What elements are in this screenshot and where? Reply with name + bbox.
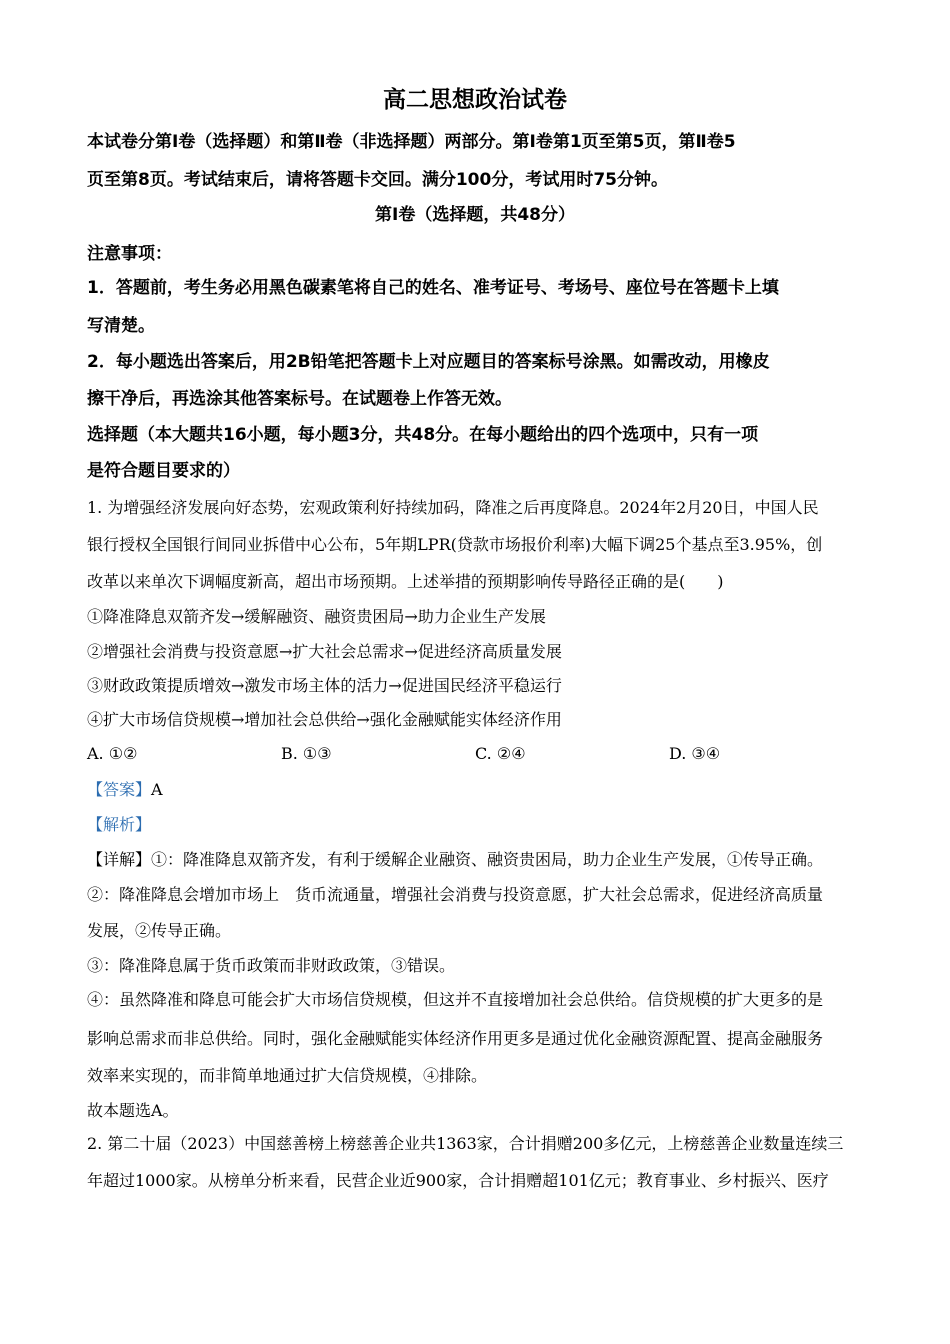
detail-line: 故本题选A。 — [87, 1101, 179, 1120]
detail-line: ②：降准降息会增加市场上 货币流通量，增强社会消费与投资意愿，扩大社会总需求，促进经济高质量 — [87, 885, 824, 904]
question-stem: 改革以来单次下调幅度新高，超出市场预期。上述举措的预期影响传导路径正确的是( ) — [87, 572, 724, 591]
answer-tag: 【答案】 — [87, 780, 152, 799]
option-b: B. ①③ — [281, 744, 332, 763]
question-item: ③财政政策提质增效→激发市场主体的活力→促进国民经济平稳运行 — [87, 676, 562, 695]
question-item: ②增强社会消费与投资意愿→扩大社会总需求→促进经济高质量发展 — [87, 642, 562, 661]
choice-section-heading: 是符合题目要求的） — [87, 461, 240, 481]
notice-line: 写清楚。 — [87, 316, 155, 336]
intro-line: 页至第8页。考试结束后，请将答题卡交回。满分100分，考试用时75分钟。 — [87, 170, 668, 190]
notice-line: 2．每小题选出答案后，用2B铅笔把答题卡上对应题目的答案标号涂黑。如需改动，用橡皮 — [87, 352, 770, 372]
section-title: 第Ⅰ卷（选择题，共48分） — [375, 205, 575, 225]
choice-section-heading: 选择题（本大题共16小题，每小题3分，共48分。在每小题给出的四个选项中，只有一项 — [87, 425, 759, 445]
analysis-tag: 【解析】 — [87, 815, 152, 834]
option-a: A. ①② — [87, 744, 138, 763]
question-item: ①降准降息双箭齐发→缓解融资、融资贵困局→助力企业生产发展 — [87, 607, 546, 626]
notice-line: 1．答题前，考生务必用黑色碳素笔将自己的姓名、准考证号、考场号、座位号在答题卡上填 — [87, 278, 779, 298]
question-stem: 银行授权全国银行间同业拆借中心公布，5年期LPR(贷款市场报价利率)大幅下调25个基点至3.95%，创 — [87, 535, 823, 554]
answer-options — [87, 744, 867, 766]
analysis-line — [87, 815, 151, 835]
detail-line: 影响总需求而非总供给。同时，强化金融赋能实体经济作用更多是通过优化金融资源配置、提高金融服务 — [87, 1029, 824, 1048]
page-title: 高二思想政治试卷 — [383, 87, 567, 113]
detail-line: ③：降准降息属于货币政策而非财政政策，③错误。 — [87, 956, 456, 975]
detail-line: ④：虽然降准和降息可能会扩大市场信贷规模，但这并不直接增加社会总供给。信贷规模的扩大更多的是 — [87, 990, 824, 1009]
detail-line — [87, 850, 823, 870]
detail-line: 效率来实现的，而非简单地通过扩大信贷规模，④排除。 — [87, 1066, 488, 1085]
detail-tag: 【详解】 — [87, 850, 152, 869]
notice-title: 注意事项： — [87, 244, 172, 264]
question-stem: 2. 第二十届（2023）中国慈善榜上榜慈善企业共1363家，合计捐赠200多亿元，上榜慈善企业数量连续三 — [87, 1134, 844, 1153]
answer-line — [87, 780, 163, 800]
option-c: C. ②④ — [475, 744, 526, 763]
intro-line: 本试卷分第Ⅰ卷（选择题）和第Ⅱ卷（非选择题）两部分。第Ⅰ卷第1页至第5页，第Ⅱ卷5 — [87, 132, 736, 152]
answer-value: A — [151, 780, 163, 799]
detail-text: ①：降准降息双箭齐发，有利于缓解企业融资、融资贵困局，助力企业生产发展，①传导正确。 — [151, 850, 824, 869]
detail-line: 发展，②传导正确。 — [87, 921, 232, 940]
question-stem: 年超过1000家。从榜单分析来看，民营企业近900家，合计捐赠超101亿元；教育事业、乡村振兴、医疗 — [87, 1171, 829, 1190]
notice-line: 擦干净后，再选涂其他答案标号。在试题卷上作答无效。 — [87, 389, 512, 409]
question-item: ④扩大市场信贷规模→增加社会总供给→强化金融赋能实体经济作用 — [87, 710, 562, 729]
question-stem: 1. 为增强经济发展向好态势，宏观政策利好持续加码，降准之后再度降息。2024年2月20日，中国人民 — [87, 498, 819, 517]
option-d: D. ③④ — [669, 744, 721, 763]
